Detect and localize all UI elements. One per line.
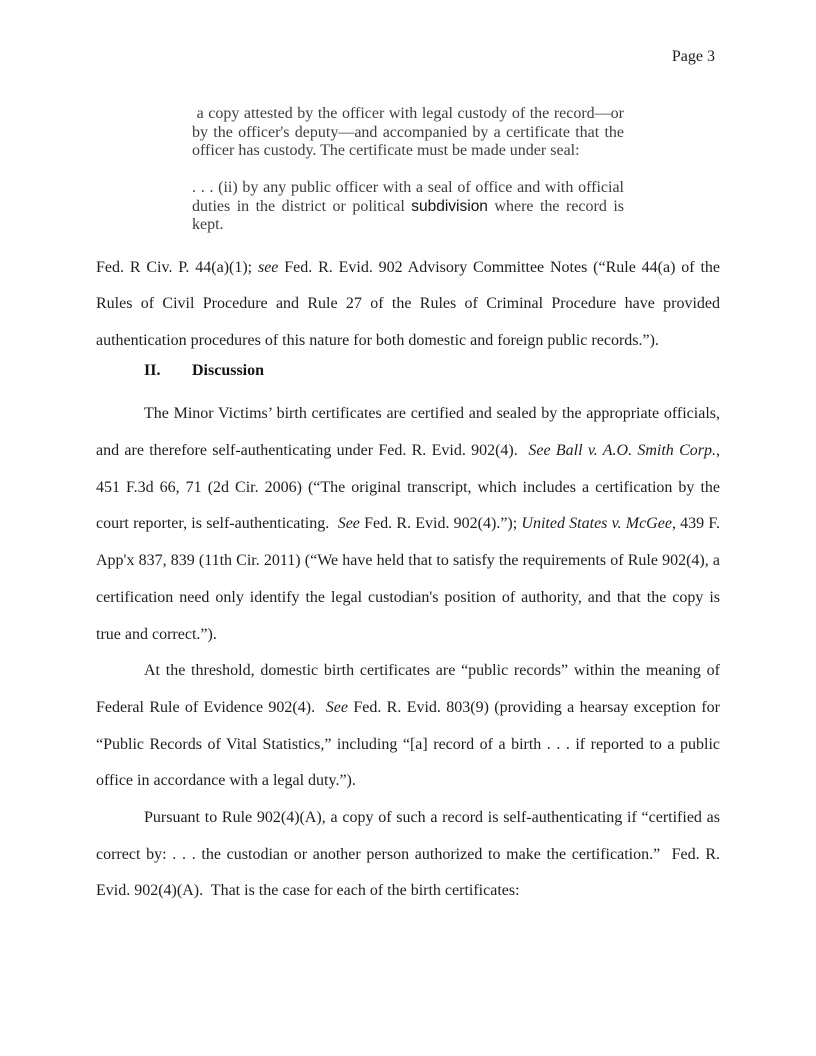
page-number: Page 3 [671, 48, 715, 65]
section-heading-discussion [96, 353, 720, 390]
blockquote-rule-44-subsection: . . . (ii) by any public officer with a seal of office and with official duties in the district or political subdivision where the record is kept. [192, 179, 628, 233]
section-number: II. [144, 361, 161, 379]
blockquote-rule-44-excerpt: a copy attested by the officer with legal custody of the record—or by the officer's deputy—and accompanied by a certificate that the officer has custody. The certificate must be made under seal: [192, 105, 628, 159]
paragraph-rule-902-4-a: Pursuant to Rule 902(4)(A), a copy of such a record is self-authenticating if “certified as correct by: . . . the custodian or another person authorized to make the certification.” Fed. R. Evid. 902(4)(A). That is the case for each of the birth certificates: [96, 809, 724, 900]
document-body [96, 250, 725, 911]
paragraph-self-authenticating: The Minor Victims’ birth certificates are certified and sealed by the appropriate officials, and are therefore self-authenticating under Fed. R. Evid. 902(4). See Ball v. A.O. Smith Corp., 451 F.3d 66, 71 (2d Cir. 2006) (“The original transcript, which includes a certification by the court reporter, is self-authenticating. See Fed. R. Evid. 902(4).”); United States v. McGee, 439 F. App'x 837, 839 (11th Cir. 2011) (“We have held that to satisfy the requirements of Rule 902(4), a certification need only identify the legal custodian's position of authority, and that the copy is true and correct.”). [96, 405, 724, 643]
section-title: Discussion [192, 361, 265, 379]
paragraph-rule-citation: Fed. R Civ. P. 44(a)(1); see Fed. R. Evid. 902 Advisory Committee Notes (“Rule 44(a) of the Rules of Civil Procedure and Rule 27 of the Rules of Criminal Procedure have provided authentication procedures of this nature for both domestic and foreign public records.”). [96, 258, 724, 349]
paragraph-public-records: At the threshold, domestic birth certificates are “public records” within the meaning of Federal Rule of Evidence 902(4). See Fed. R. Evid. 803(9) (providing a hearsay exception for “Public Records of Vital Statistics,” including “[a] record of a birth . . . if reported to a public office in accordance with a legal duty.”). [96, 662, 725, 790]
page-header [96, 48, 720, 66]
